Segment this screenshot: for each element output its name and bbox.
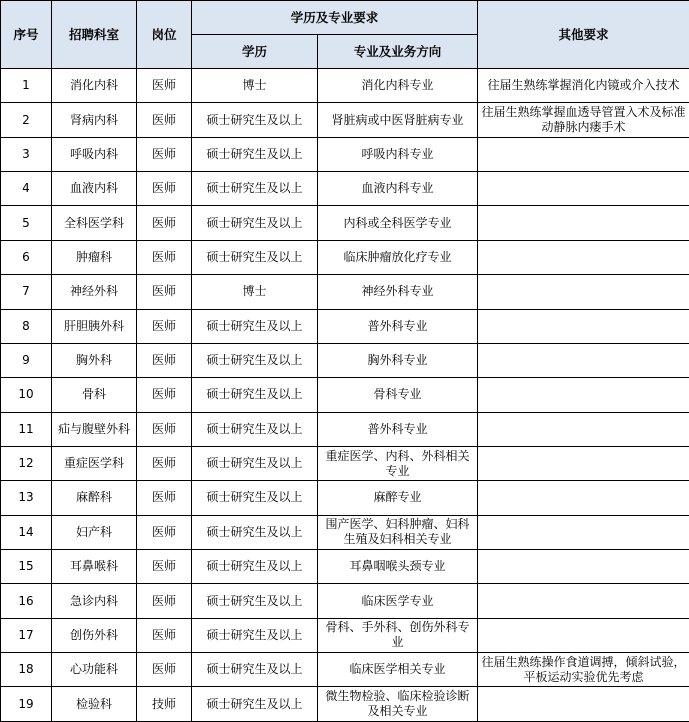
cell-position: 技师 <box>137 687 192 722</box>
table-row <box>1 240 689 274</box>
cell-position: 医师 <box>137 206 192 240</box>
cell-education: 硕士研究生及以上 <box>192 137 318 171</box>
cell-seq: 1 <box>1 69 52 103</box>
cell-education: 硕士研究生及以上 <box>192 309 318 343</box>
cell-seq: 8 <box>1 309 52 343</box>
cell-other <box>478 584 689 618</box>
cell-dept: 胸外科 <box>52 343 137 377</box>
cell-other <box>478 687 689 722</box>
table-row <box>1 69 689 103</box>
table-row <box>1 481 689 515</box>
table-row <box>1 515 689 549</box>
cell-education: 硕士研究生及以上 <box>192 206 318 240</box>
cell-dept: 检验科 <box>52 687 137 722</box>
cell-other <box>478 481 689 515</box>
cell-seq: 18 <box>1 653 52 687</box>
cell-major: 呼吸内科专业 <box>318 137 478 171</box>
cell-position: 医师 <box>137 550 192 584</box>
cell-major: 临床医学专业 <box>318 584 478 618</box>
cell-major: 临床医学相关专业 <box>318 653 478 687</box>
table-row <box>1 343 689 377</box>
cell-other <box>478 515 689 549</box>
table-row <box>1 618 689 652</box>
cell-seq: 19 <box>1 687 52 722</box>
cell-dept: 肾病内科 <box>52 103 137 137</box>
cell-other <box>478 343 689 377</box>
cell-dept: 妇产科 <box>52 515 137 549</box>
cell-position: 医师 <box>137 618 192 652</box>
cell-major: 骨科、手外科、创伤外科专业 <box>318 618 478 652</box>
cell-dept: 神经外科 <box>52 275 137 309</box>
cell-other <box>478 309 689 343</box>
cell-major: 骨科专业 <box>318 378 478 412</box>
cell-major: 重症医学、内科、外科相关专业 <box>318 446 478 480</box>
cell-seq: 9 <box>1 343 52 377</box>
header-dept: 招聘科室 <box>52 1 137 69</box>
cell-position: 医师 <box>137 240 192 274</box>
cell-other: 往届生熟练掌握血透导管置入术及标准动静脉内瘘手术 <box>478 103 689 137</box>
cell-major: 麻醉专业 <box>318 481 478 515</box>
cell-dept: 重症医学科 <box>52 446 137 480</box>
cell-major: 围产医学、妇科肿瘤、妇科生殖及妇科相关专业 <box>318 515 478 549</box>
cell-other <box>478 137 689 171</box>
cell-position: 医师 <box>137 275 192 309</box>
cell-seq: 3 <box>1 137 52 171</box>
cell-education: 硕士研究生及以上 <box>192 550 318 584</box>
cell-dept: 血液内科 <box>52 172 137 206</box>
cell-seq: 17 <box>1 618 52 652</box>
cell-other <box>478 446 689 480</box>
cell-major: 普外科专业 <box>318 412 478 446</box>
cell-other <box>478 206 689 240</box>
cell-major: 肾脏病或中医肾脏病专业 <box>318 103 478 137</box>
cell-education: 硕士研究生及以上 <box>192 618 318 652</box>
cell-position: 医师 <box>137 69 192 103</box>
cell-position: 医师 <box>137 172 192 206</box>
cell-seq: 12 <box>1 446 52 480</box>
table-row <box>1 378 689 412</box>
cell-dept: 麻醉科 <box>52 481 137 515</box>
cell-position: 医师 <box>137 584 192 618</box>
table-body <box>1 69 689 722</box>
cell-seq: 6 <box>1 240 52 274</box>
table-row <box>1 687 689 722</box>
cell-education: 硕士研究生及以上 <box>192 446 318 480</box>
cell-major: 耳鼻咽喉头颈专业 <box>318 550 478 584</box>
cell-education: 硕士研究生及以上 <box>192 343 318 377</box>
cell-position: 医师 <box>137 446 192 480</box>
cell-position: 医师 <box>137 481 192 515</box>
cell-other <box>478 240 689 274</box>
cell-education: 硕士研究生及以上 <box>192 412 318 446</box>
table-row <box>1 275 689 309</box>
header-edu-major-group: 学历及专业要求 <box>192 1 478 35</box>
cell-dept: 呼吸内科 <box>52 137 137 171</box>
header-seq: 序号 <box>1 1 52 69</box>
cell-education: 硕士研究生及以上 <box>192 515 318 549</box>
table-row <box>1 137 689 171</box>
cell-dept: 耳鼻喉科 <box>52 550 137 584</box>
cell-major: 胸外科专业 <box>318 343 478 377</box>
cell-major: 血液内科专业 <box>318 172 478 206</box>
table-row <box>1 584 689 618</box>
cell-education: 硕士研究生及以上 <box>192 240 318 274</box>
cell-major: 临床肿瘤放化疗专业 <box>318 240 478 274</box>
cell-education: 博士 <box>192 69 318 103</box>
cell-seq: 4 <box>1 172 52 206</box>
cell-dept: 创伤外科 <box>52 618 137 652</box>
cell-dept: 骨科 <box>52 378 137 412</box>
cell-education: 硕士研究生及以上 <box>192 653 318 687</box>
cell-major: 普外科专业 <box>318 309 478 343</box>
cell-major: 神经外科专业 <box>318 275 478 309</box>
cell-seq: 5 <box>1 206 52 240</box>
cell-seq: 14 <box>1 515 52 549</box>
table-row <box>1 206 689 240</box>
cell-position: 医师 <box>137 103 192 137</box>
cell-seq: 13 <box>1 481 52 515</box>
table-row <box>1 446 689 480</box>
cell-education: 博士 <box>192 275 318 309</box>
cell-position: 医师 <box>137 412 192 446</box>
cell-position: 医师 <box>137 343 192 377</box>
cell-other <box>478 275 689 309</box>
cell-other <box>478 378 689 412</box>
cell-dept: 肿瘤科 <box>52 240 137 274</box>
cell-education: 硕士研究生及以上 <box>192 103 318 137</box>
cell-position: 医师 <box>137 137 192 171</box>
table-row <box>1 172 689 206</box>
table-header <box>1 1 689 69</box>
cell-major: 内科或全科医学专业 <box>318 206 478 240</box>
cell-seq: 2 <box>1 103 52 137</box>
cell-education: 硕士研究生及以上 <box>192 172 318 206</box>
cell-seq: 7 <box>1 275 52 309</box>
cell-dept: 消化内科 <box>52 69 137 103</box>
cell-other <box>478 412 689 446</box>
cell-education: 硕士研究生及以上 <box>192 584 318 618</box>
cell-other <box>478 550 689 584</box>
cell-dept: 肝胆胰外科 <box>52 309 137 343</box>
cell-dept: 全科医学科 <box>52 206 137 240</box>
cell-position: 医师 <box>137 515 192 549</box>
cell-other <box>478 172 689 206</box>
cell-position: 医师 <box>137 309 192 343</box>
header-major: 专业及业务方向 <box>318 35 478 69</box>
table-row <box>1 550 689 584</box>
cell-dept: 疝与腹壁外科 <box>52 412 137 446</box>
cell-seq: 15 <box>1 550 52 584</box>
table-row <box>1 309 689 343</box>
cell-dept: 急诊内科 <box>52 584 137 618</box>
cell-education: 硕士研究生及以上 <box>192 687 318 722</box>
cell-seq: 16 <box>1 584 52 618</box>
header-position: 岗位 <box>137 1 192 69</box>
cell-major: 消化内科专业 <box>318 69 478 103</box>
cell-dept: 心功能科 <box>52 653 137 687</box>
header-education: 学历 <box>192 35 318 69</box>
cell-position: 医师 <box>137 378 192 412</box>
cell-other: 往届生熟练操作食道调搏，倾斜试验，平板运动实验优先考虑 <box>478 653 689 687</box>
cell-other <box>478 618 689 652</box>
cell-other: 往届生熟练掌握消化内镜或介入技术 <box>478 69 689 103</box>
table-row <box>1 103 689 137</box>
header-other: 其他要求 <box>478 1 689 69</box>
table-row <box>1 653 689 687</box>
table-row <box>1 412 689 446</box>
cell-seq: 10 <box>1 378 52 412</box>
cell-education: 硕士研究生及以上 <box>192 481 318 515</box>
cell-education: 硕士研究生及以上 <box>192 378 318 412</box>
cell-seq: 11 <box>1 412 52 446</box>
cell-major: 微生物检验、临床检验诊断及相关专业 <box>318 687 478 722</box>
cell-position: 医师 <box>137 653 192 687</box>
